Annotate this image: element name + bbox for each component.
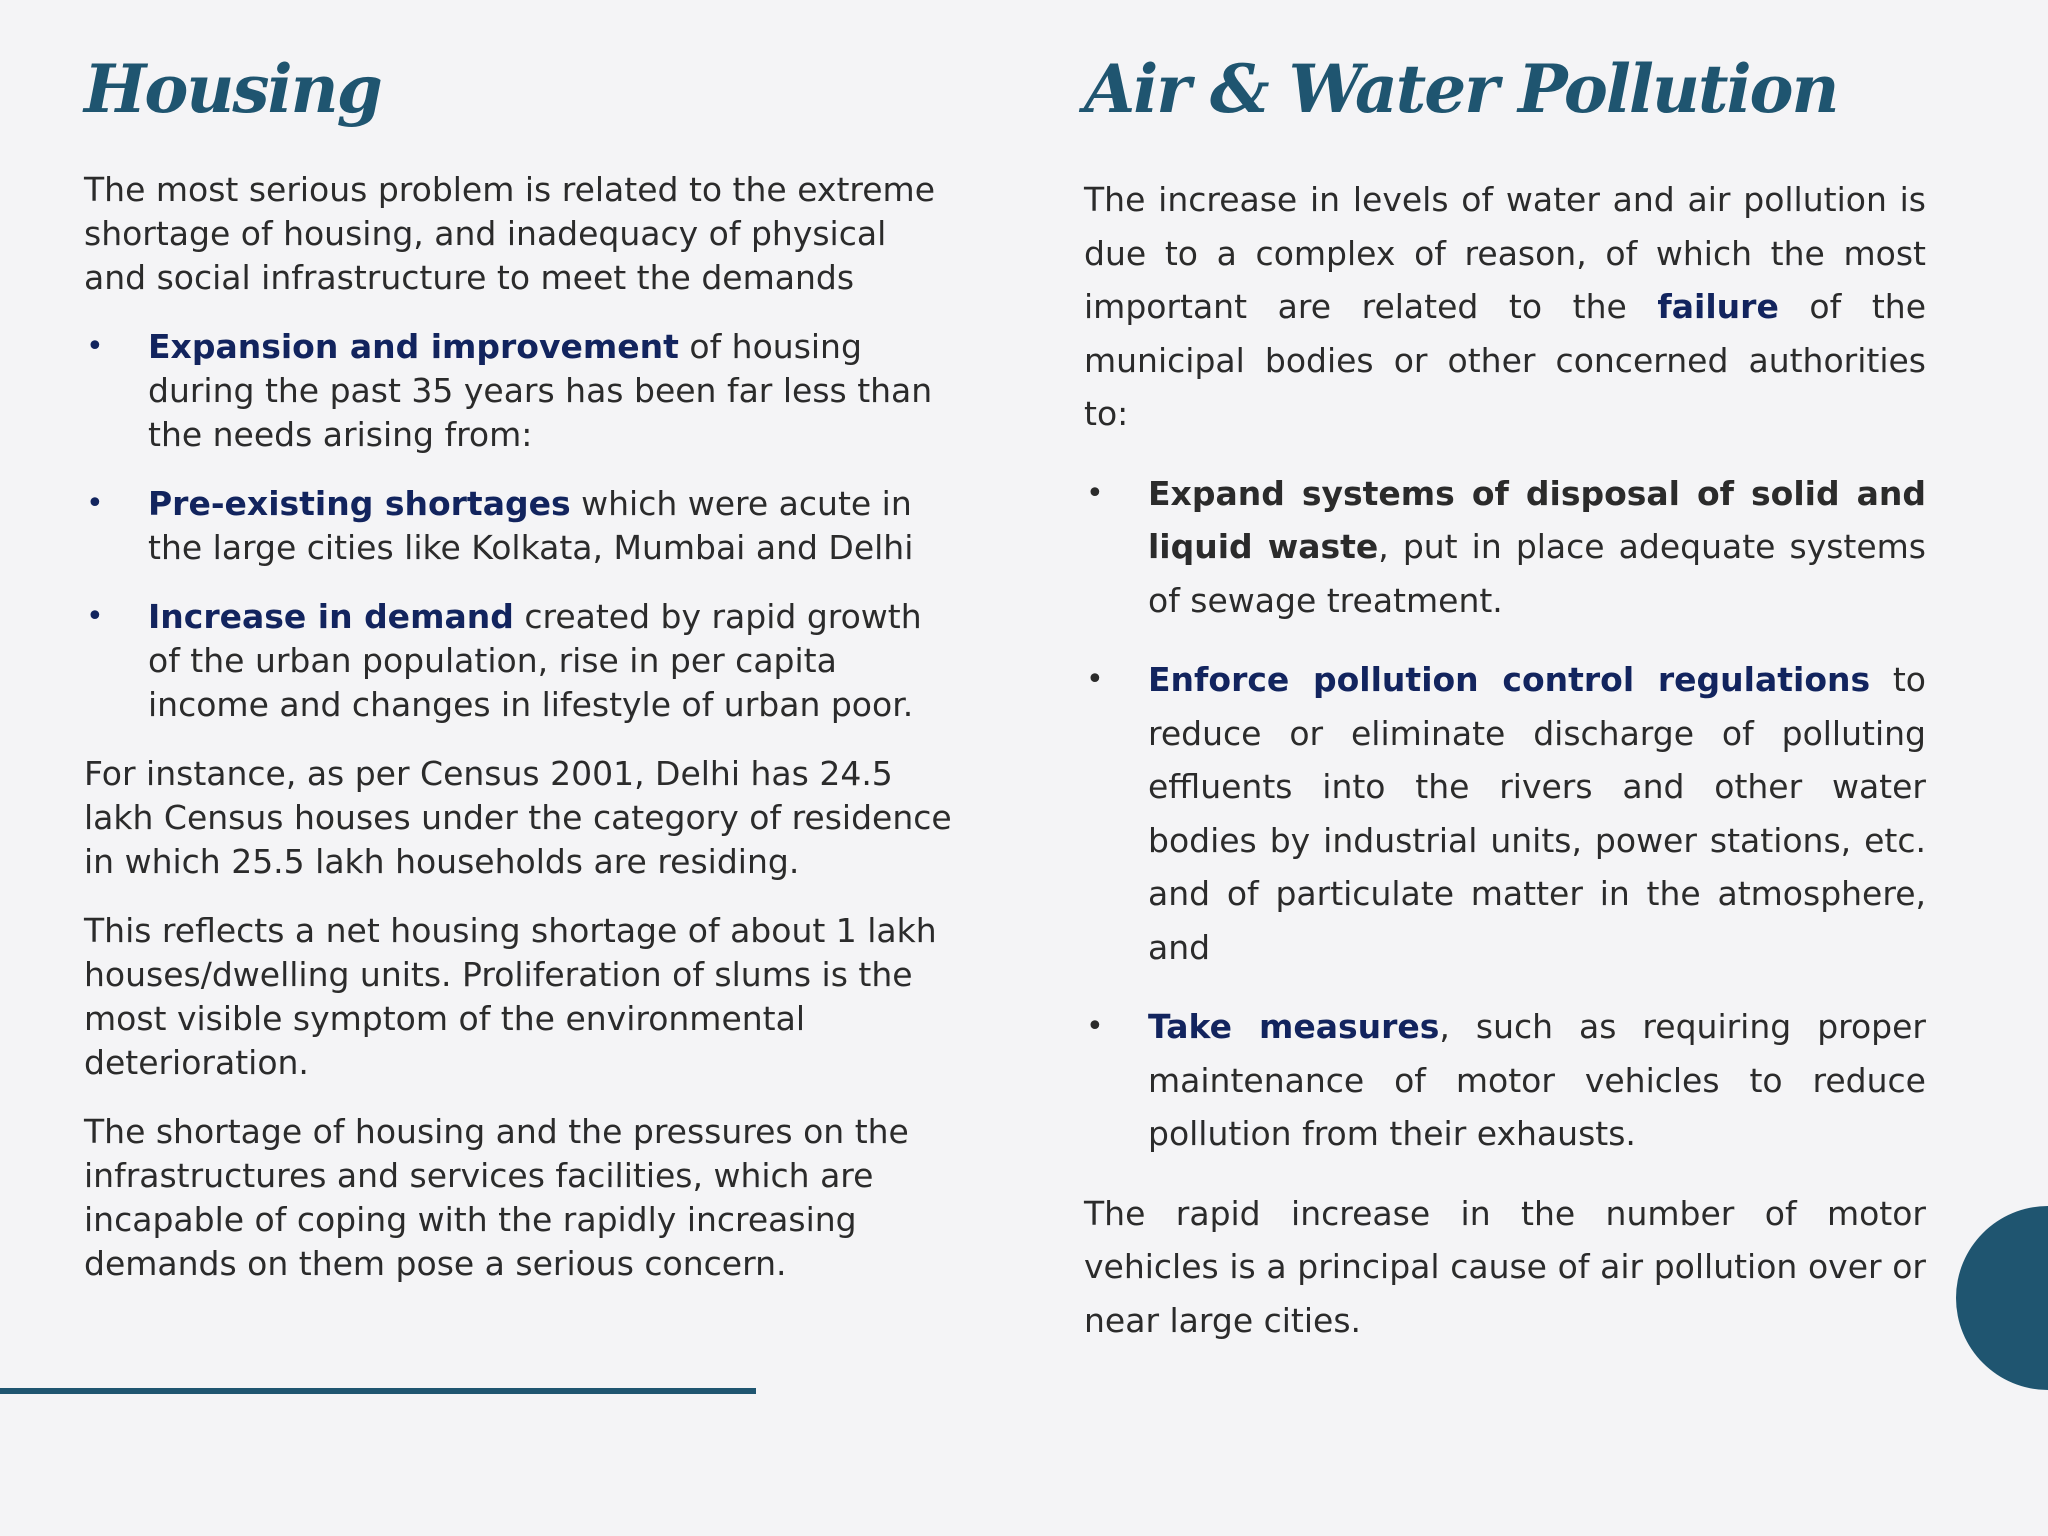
bullet-highlight: Enforce pollution control regulations (1148, 660, 1871, 699)
pollution-bullet (1084, 1000, 1926, 1161)
housing-bullet-list (84, 325, 954, 727)
pollution-bullet (1084, 467, 1926, 628)
intro-highlight: failure (1657, 287, 1779, 326)
housing-column (84, 168, 954, 1311)
housing-intro: The most serious problem is related to the extreme shortage of housing, and inadequacy of physical and social infrastructure to meet the demands (84, 170, 935, 297)
bullet-highlight: Increase in demand (148, 597, 514, 636)
housing-bullet (84, 482, 954, 570)
bullet-text: to reduce or eliminate discharge of polluting effluents into the rivers and other water bodies by industrial units, power stations, etc. and of particulate matter in the atmosphere, and (1148, 660, 1926, 967)
intro-text: The increase in levels of water and air pollution is due to a complex of reason, of which the most important are related to the (1084, 180, 1926, 326)
pollution-column (1084, 173, 1926, 1373)
pollution-bullet (1084, 653, 1926, 974)
bullet-highlight: Expansion and improvement (148, 327, 679, 366)
intro-text: of the municipal bodies or other concerned authorities to: (1084, 287, 1926, 433)
bullet-highlight: Take measures (1148, 1007, 1440, 1046)
housing-paragraph: For instance, as per Census 2001, Delhi has 24.5 lakh Census houses under the category of residence in which 25.5 lakh households are residing. (84, 754, 952, 881)
decorative-circle (1956, 1206, 2048, 1390)
pollution-intro (1084, 173, 1926, 441)
housing-paragraph: This reflects a net housing shortage of about 1 lakh houses/dwelling units. Proliferation of slums is the most visible symptom of the environmental deterioration. (84, 911, 937, 1082)
pollution-title: Air & Water Pollution (1084, 50, 1838, 128)
bullet-text: which were acute in the large cities like Kolkata, Mumbai and Delhi (148, 484, 914, 567)
housing-bullet (84, 595, 954, 727)
bullet-text: , such as requiring proper maintenance of motor vehicles to reduce pollution from their exhausts. (1148, 1007, 1926, 1153)
pollution-closing: The rapid increase in the number of motor vehicles is a principal cause of air pollution over or near large cities. (1084, 1193, 1926, 1340)
bullet-text: created by rapid growth of the urban population, rise in per capita income and changes in lifestyle of urban poor. (148, 597, 922, 724)
housing-bullet (84, 325, 954, 457)
bullet-text: of housing during the past 35 years has been far less than the needs arising from: (148, 327, 933, 454)
bottom-divider (0, 1388, 756, 1394)
bullet-highlight: Expand systems of disposal of solid and liquid waste (1148, 473, 1926, 566)
housing-paragraph: The shortage of housing and the pressures on the infrastructures and services facilities, which are incapable of coping with the rapidly increasing demands on them pose a serious concern. (84, 1112, 909, 1283)
bullet-highlight: Pre-existing shortages (148, 484, 571, 523)
pollution-bullet-list (1084, 467, 1926, 1161)
bullet-text: , put in place adequate systems of sewage treatment. (1148, 527, 1926, 620)
housing-title: Housing (84, 50, 381, 128)
